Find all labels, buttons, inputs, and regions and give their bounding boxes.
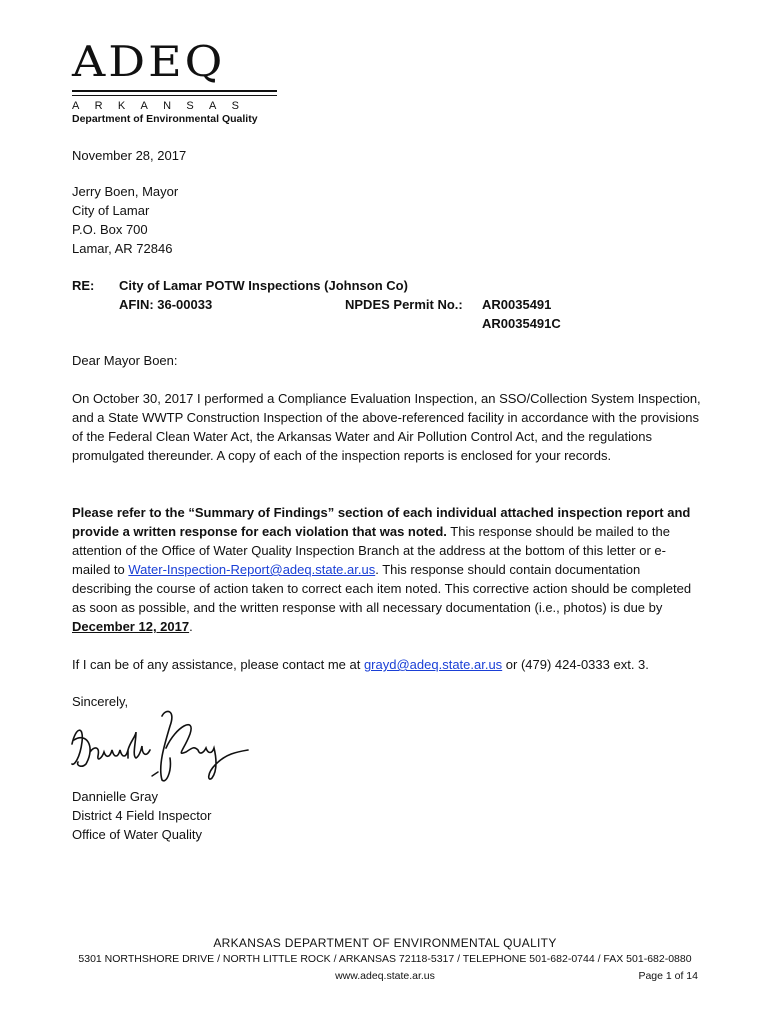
salutation: Dear Mayor Boen: bbox=[72, 353, 178, 368]
footer-website: www.adeq.state.ar.us bbox=[335, 970, 435, 982]
signer-title: District 4 Field Inspector bbox=[72, 808, 212, 823]
footer-agency: ARKANSAS DEPARTMENT OF ENVIRONMENTAL QUALITY bbox=[213, 936, 557, 950]
paragraph-inspection: On October 30, 2017 I performed a Compliance Evaluation Inspection, an SSO/Collection System Inspection, and a State WWTP Construction Inspection of the above-referenced facility in accordance with the provisions of the Federal Clean Water Act, the Arkansas Water and Air Pollution Control Act, and the regulations promulgated thereunder. A copy of each of the inspection reports is enclosed for your records. bbox=[72, 391, 701, 463]
inspection-report-email-link[interactable]: Water-Inspection-Report@adeq.state.ar.us bbox=[128, 562, 376, 577]
re-label: RE: bbox=[72, 278, 95, 293]
logo-rule bbox=[72, 90, 277, 92]
recipient-city-zip: Lamar, AR 72846 bbox=[72, 241, 173, 256]
inspector-email-link[interactable]: grayd@adeq.state.ar.us bbox=[363, 657, 503, 672]
re-npdes-label: NPDES Permit No.: bbox=[345, 297, 463, 312]
response-text-3: . bbox=[189, 619, 193, 634]
signer-name: Dannielle Gray bbox=[72, 789, 158, 804]
logo-department: Department of Environmental Quality bbox=[72, 113, 258, 125]
closing: Sincerely, bbox=[72, 694, 129, 709]
letter-date: November 28, 2017 bbox=[72, 148, 187, 163]
paragraph-contact bbox=[72, 655, 702, 674]
page-number: Page 1 of 14 bbox=[638, 970, 698, 982]
recipient-city: City of Lamar bbox=[72, 203, 150, 218]
logo-state: ARKANSAS bbox=[72, 100, 255, 112]
response-instruction-bold: Please refer to the “Summary of Findings” section of each individual attached inspection report and provide a written response for each violation that was noted. bbox=[72, 505, 691, 539]
re-subject: City of Lamar POTW Inspections (Johnson Co) bbox=[119, 278, 408, 293]
paragraph-response bbox=[72, 503, 702, 636]
due-date: December 12, 2017 bbox=[72, 619, 190, 634]
adeq-logo bbox=[72, 36, 282, 125]
re-permit-2: AR0035491C bbox=[482, 316, 561, 331]
re-permit-1: AR0035491 bbox=[482, 297, 552, 312]
footer-address: 5301 NORTHSHORE DRIVE / NORTH LITTLE ROCK / ARKANSAS 72118-5317 / TELEPHONE 501-682-0744 / FAX 501-682-0880 bbox=[78, 953, 692, 965]
recipient-name: Jerry Boen, Mayor bbox=[72, 184, 179, 199]
recipient-po-box: P.O. Box 700 bbox=[72, 222, 148, 237]
logo-rule-thin bbox=[72, 95, 277, 96]
handwritten-signature bbox=[66, 706, 256, 788]
logo-wordmark: ADEQ bbox=[72, 36, 226, 86]
contact-text-2: or (479) 424-0333 ext. 3. bbox=[502, 657, 649, 672]
contact-text-1: If I can be of any assistance, please contact me at bbox=[72, 657, 364, 672]
response-text-2: . This response should contain documentation describing the course of action taken to correct each item noted. This corrective action should be completed as soon as possible, and the written response with all necessary documentation (i.e., photos) is due by bbox=[72, 562, 692, 615]
response-text-1: This response should be mailed to the attention of the Office of Water Quality Inspection Branch at the address at the bottom of this letter or e-mailed to bbox=[72, 524, 670, 577]
re-afin: AFIN: 36-00033 bbox=[119, 297, 213, 312]
signer-office: Office of Water Quality bbox=[72, 827, 203, 842]
